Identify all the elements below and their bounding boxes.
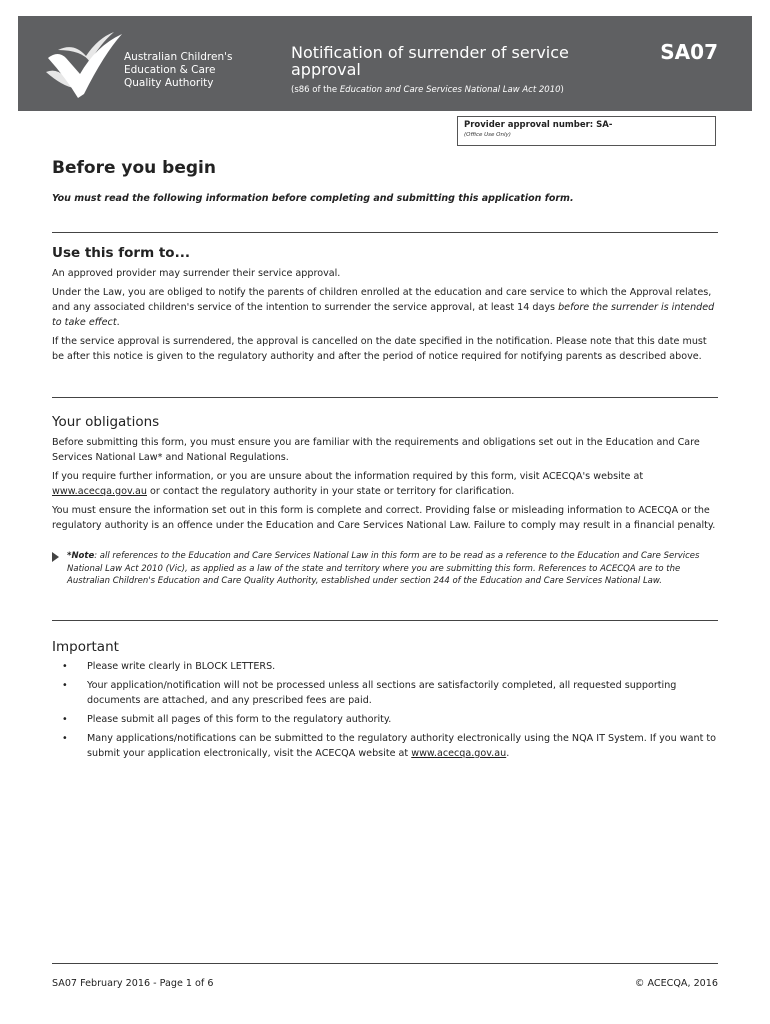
org-name [124,51,232,90]
triangle-right-icon [52,552,59,562]
page-title: Before you begin [52,158,216,178]
paragraph-text: or contact the regulatory authority in your state or territory for clarification. [146,486,515,497]
note-text [67,550,720,588]
intro-text: You must read the following information before completing and submitting this application form. [52,193,574,204]
section-divider [52,397,718,398]
list-item [52,712,720,727]
paragraph: If the service approval is surrendered, the approval is cancelled on the date specified in the notification. Please note that this date must be after this notice is given to the regulatory authority and after the period of notice required for notifying parents as described above. [52,336,707,362]
acecqa-website-link[interactable]: www.acecqa.gov.au [411,748,507,759]
paragraph [52,285,720,330]
list-item-end: . [506,748,510,759]
provider-approval-field[interactable] [457,116,716,146]
note-label: *Note [67,551,95,561]
org-name-line: Education & Care [124,64,216,76]
paragraph: Before submitting this form, you must ensure you are familiar with the requirements and obligations set out in the Education and Care Services National Law* and National Regulations. [52,437,700,463]
obligations-body [52,435,720,537]
list-item-text: Many applications/notifications can be submitted to the regulatory authority electronically using the NQA IT System. If you want to submit your application electronically, visit the ACECQA website at [87,733,717,759]
section-title-important: Important [52,639,119,655]
footer-page-info: SA07 February 2016 - Page 1 of 6 [52,978,214,989]
subtitle-prefix: (s86 of the [291,85,340,95]
acecqa-website-link[interactable]: www.acecqa.gov.au [52,486,147,497]
bullet-icon: • [62,714,68,725]
office-use-note: (Office Use Only) [464,132,511,138]
important-list [52,659,720,765]
form-title: Notification of surrender of service approval [291,43,569,79]
paragraph-end: . [116,317,120,328]
form-subtitle [291,85,564,95]
list-item [52,659,720,674]
footer-divider [52,963,718,964]
law-reference-note [52,550,720,588]
section-divider [52,232,718,233]
paragraph: You must ensure the information set out in this form is complete and correct. Providing false or misleading information to ACECQA or the regulatory authority is an offence under the Education and Care Services National Law. Failure to comply may result in a financial penalty. [52,505,716,531]
paragraph-text: If you require further information, or you are unsure about the information required by this form, visit ACECQA's website at [52,471,644,482]
acecqa-logo [44,28,126,100]
subtitle-suffix: ) [560,85,564,95]
paragraph-text: Under the Law, you are obliged to notify the parents of children enrolled at the education and care service to which the Approval relates, and any associated children's service of the intention to surrender the service approval, at least 14 days [52,287,712,313]
list-item [52,678,720,708]
provider-approval-label: Provider approval number: SA- [464,120,613,130]
form-code: SA07 [660,40,718,64]
list-item-text: Your application/notification will not be processed unless all sections are satisfactorily completed, all requested supporting documents are attached, and any prescribed fees are paid. [87,680,677,706]
use-this-form-body [52,266,720,368]
bullet-icon: • [62,733,68,744]
org-name-line: Australian Children's [124,51,233,63]
note-body: : all references to the Education and Care Services National Law in this form are to be read as a reference to the Education and Care Services National Law Act 2010 (Vic), as applied as a law of the state and territory where you are submitting this form. References to ACECQA are to the Australian Children's Education and Care Quality Authority, established under section 244 of the Education and Care Services National Law. [67,551,700,586]
list-item-text: Please write clearly in BLOCK LETTERS. [87,661,276,672]
list-item-text: Please submit all pages of this form to the regulatory authority. [87,714,392,725]
section-title-use-this-form: Use this form to... [52,245,190,261]
bullet-icon: • [62,680,68,691]
form-header [18,16,752,111]
section-divider [52,620,718,621]
org-name-line: Quality Authority [124,77,214,89]
paragraph: An approved provider may surrender their service approval. [52,268,341,279]
subtitle-act: Education and Care Services National Law Act 2010 [339,85,561,95]
footer-copyright: © ACECQA, 2016 [634,978,718,989]
bullet-icon: • [62,661,68,672]
section-title-obligations: Your obligations [52,414,160,430]
paragraph-italic: before the surrender is intended to take effect [52,302,715,328]
paragraph [52,469,720,499]
list-item [52,731,720,761]
